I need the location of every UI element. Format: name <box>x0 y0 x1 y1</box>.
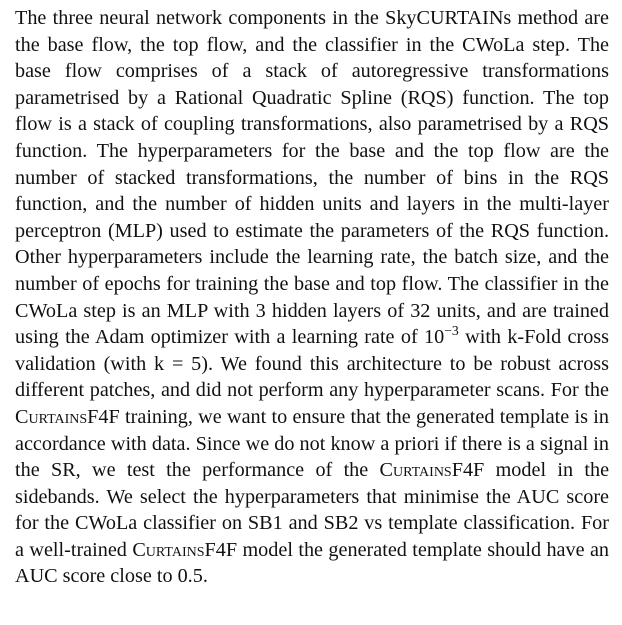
sentence-wellTrained-pre: For a well-trained <box>15 512 609 561</box>
sentence-components: The three neural network components in the SkyCURTAINs method are the base flow, the top flow, and the classifier in the CWoLa step. <box>15 7 609 56</box>
sentence-training-pre: For the <box>550 379 609 402</box>
model-name: CurtainsF4F <box>379 459 485 482</box>
sentence-classifier-pre: The classifier in the CWoLa step is an MLP with 3 hidden layers of 32 units, and are trained using the Adam optimizer with a learning rate of 10 <box>15 272 610 349</box>
sentence-wellTrained-post: model the generated template should have an AUC score close to 0.5. <box>15 538 610 588</box>
sentence-flow-hyperparameters: The hyperparameters for the base and the top flow are the number of stacked transformations, the number of bins in the RQS function, and the number of hidden units and layers in the multi-layer perceptron (MLP) used to estimate the parameters of the RQS function. <box>15 139 610 242</box>
sentence-select-hyperparameters: We select the hyperparameters that minimise the AUC score for the CWoLa classifier on SB1 and SB2 vs template classification. <box>15 485 609 535</box>
body-paragraph <box>15 5 609 590</box>
sentence-top-flow: The top flow is a stack of coupling transformations, also parametrised by a RQS function. <box>15 86 610 162</box>
sentence-base-flow: The base flow comprises of a stack of autoregressive transformations parametrised by a Rational Quadratic Spline (RQS) function. <box>15 33 609 109</box>
sentence-other-hyperparameters: Other hyperparameters include the learning rate, the batch size, and the number of epochs for training the base and top flow. <box>15 246 609 295</box>
sentence-classifier-post: with k-Fold cross validation (with k = 5). <box>15 326 609 375</box>
learning-rate-exponent: −3 <box>444 323 459 339</box>
sentence-signal-post: model in the sidebands. <box>15 459 610 508</box>
sentence-training-post: training, we want to ensure that the generated template is in accordance with data. <box>15 405 609 455</box>
model-name: CurtainsF4F <box>15 405 120 428</box>
sentence-robust-architecture: We found this architecture to be robust across different patches, and did not perform any hyperparameter scans. <box>15 352 609 402</box>
sentence-signal-pre: Since we do not know a priori if there is a signal in the SR, we test the performance of the <box>15 432 610 482</box>
model-name: CurtainsF4F <box>132 538 238 561</box>
